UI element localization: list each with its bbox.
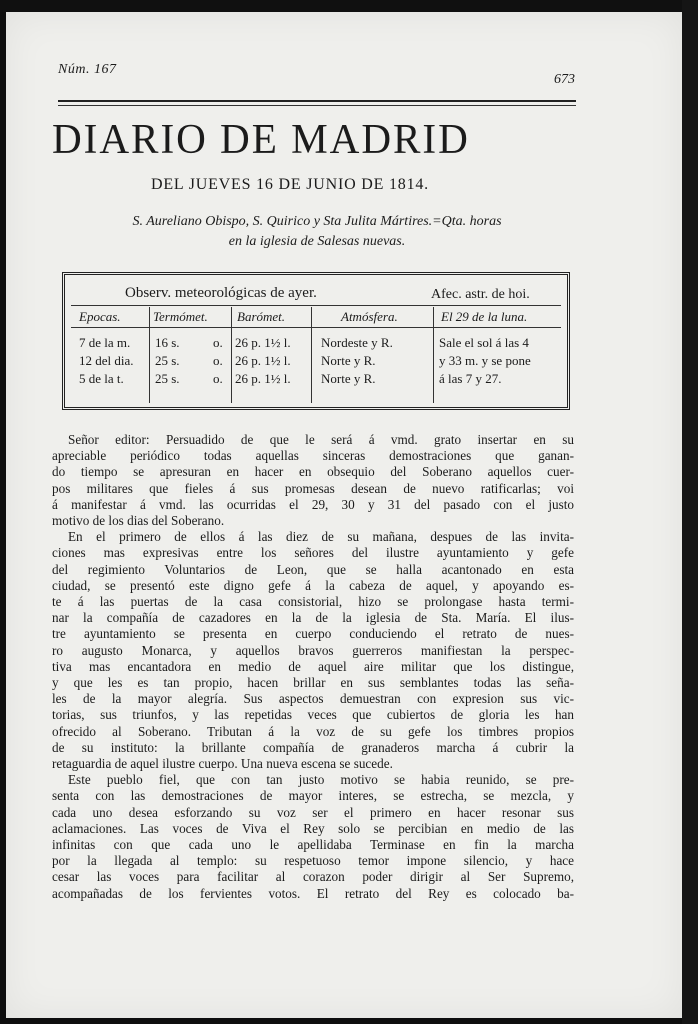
newspaper-page: [6, 12, 682, 1018]
article-line: del regimiento Voluntarios de Leon, que se halla acantonado en esta: [52, 561, 574, 577]
article-line: nar la compañía de cazadores en la de la iglesia de Sta. María. El ilus-: [52, 610, 574, 626]
row-term-o: o.: [213, 335, 223, 350]
col-header-atmosfera: Atmósfera.: [341, 309, 398, 324]
saints-line-1: S. Aureliano Obispo, S. Quirico y Sta Julita Mártires.=Qta. horas: [132, 214, 502, 229]
page-number: 673: [554, 72, 575, 87]
article-line: Señor editor: Persuadido de que le será á vmd. grato insertar en su: [68, 432, 574, 447]
article-line: ofrecido al Soberano. Tributan á la voz de su gefe los timbres propios: [52, 723, 574, 739]
article-line: retaguardia de aquel ilustre cuerpo. Una nueva escena se sucede.: [52, 756, 393, 772]
astro-line: y 33 m. y se pone: [439, 353, 531, 368]
row-epoca: 7 de la m.: [79, 335, 131, 350]
row-atm: Nordeste y R.: [321, 335, 393, 350]
col-header-barometro: Barómet.: [237, 309, 286, 324]
article-line: tiva mas encantadora en medio de aquel aire militar que los distingue,: [52, 658, 574, 674]
saints-of-day: [82, 212, 552, 252]
article-line: acompañadas de los fervientes votos. El retrato del Rey es colocado ba-: [52, 885, 574, 901]
scan-right-edge: [682, 0, 698, 1024]
article-line: apreciable periódico todas aquellas sinceras demostraciones que ganan-: [52, 448, 574, 464]
weather-title: Observ. meteorológicas de ayer.: [125, 285, 317, 301]
row-term: 25 s.: [155, 353, 180, 368]
article-line: torias, sus triunfos, y las repetidas veces que cubiertos de gloria les han: [52, 707, 574, 723]
col-divider: [433, 307, 434, 403]
masthead-title: DIARIO DE MADRID: [52, 117, 470, 163]
scan-top-edge: [0, 0, 698, 12]
row-epoca: 5 de la t.: [79, 371, 124, 386]
article-line: aclamaciones. Las voces de Viva el Rey solo se percibian en medio de las: [52, 820, 574, 836]
article-line: Este pueblo fiel, que con tan justo motivo se habia reunido, se pre-: [68, 772, 574, 788]
astro-line: Sale el sol á las 4: [439, 335, 529, 350]
row-baro: 26 p. 1½ l.: [235, 353, 291, 368]
table-divider-2: [71, 327, 561, 328]
astro-line: á las 7 y 27.: [439, 371, 502, 386]
col-header-epocas: Epocas.: [79, 309, 121, 324]
weather-table: [62, 272, 570, 410]
article-line: de su instituto: la brillante compañía de granaderos marcha á cubrir la: [52, 739, 574, 755]
table-divider: [71, 305, 561, 306]
article-line: motivo de los dias del Soberano.: [52, 513, 225, 529]
row-term: 25 s.: [155, 371, 180, 386]
row-term-o: o.: [213, 353, 223, 368]
article-line: senta con las demostraciones de mayor interes, se estrecha, se mezcla, y: [52, 788, 574, 804]
col-divider: [231, 307, 232, 403]
article-line: do tiempo se apresuran en hacer en obsequio del Soberano aquellos cuer-: [52, 464, 574, 480]
row-term: 16 s.: [155, 335, 180, 350]
col-header-termometro: Termómet.: [153, 309, 208, 324]
article-line: tre ayuntamiento se presenta en cuerpo conduciendo el retrato de nues-: [52, 626, 574, 642]
row-atm: Norte y R.: [321, 353, 376, 368]
row-epoca: 12 del dia.: [79, 353, 134, 368]
article-line: y que les es tan propio, hacen brillar en sus semblantes todas las seña-: [52, 675, 574, 691]
issue-number: Núm. 167: [58, 62, 117, 77]
astro-title: Afec. astr. de hoi.: [431, 287, 530, 302]
article-line: á manifestar á vmd. las ocurridas el 29, 30 y 31 del pasado con el justo: [52, 496, 574, 512]
article-line: ro augusto Monarca, y aquellos bravos guerreros manifiestan la perspec-: [52, 642, 574, 658]
row-baro: 26 p. 1½ l.: [235, 335, 291, 350]
article-body: [52, 432, 574, 902]
article-line: pos militares que fieles á sus promesas desean de nuevo ratificarlas; voi: [52, 480, 574, 496]
row-baro: 26 p. 1½ l.: [235, 371, 291, 386]
article-line: por la llegada al templo: su respetuoso temor impone silencio, y hace: [52, 853, 574, 869]
col-divider: [149, 307, 150, 403]
article-line: ciudad, se presentó este digno gefe á la cabeza de aquel, y apoyando es-: [52, 577, 574, 593]
article-line: te á las puertas de la casa consistorial, hizo se prolongase hasta termi-: [52, 594, 574, 610]
article-line: ciones mas expresivas entre los señores del ilustre ayuntamiento y gefe: [52, 545, 574, 561]
header-rule: [58, 100, 576, 102]
article-line: infinitas con que cada uno le apellidaba Terminase en fin la marcha: [52, 837, 574, 853]
saints-line-2: en la iglesia de Salesas nuevas.: [228, 234, 406, 249]
article-line: cada uno desea esforzando su voz ser el primero en hacer resonar sus: [52, 804, 574, 820]
issue-date: DEL JUEVES 16 DE JUNIO DE 1814.: [151, 176, 429, 193]
article-line: cesar las voces para facilitar al corazon poder dirigir al Ser Supremo,: [52, 869, 574, 885]
header-rule-thin: [58, 105, 576, 106]
row-term-o: o.: [213, 371, 223, 386]
col-divider: [311, 307, 312, 403]
col-header-luna: El 29 de la luna.: [441, 309, 528, 324]
row-atm: Norte y R.: [321, 371, 376, 386]
article-line: En el primero de ellos á las diez de su mañana, despues de las invita-: [68, 529, 574, 545]
article-line: les de la mayor alegría. Sus aspectos demuestran con expresion sus vic-: [52, 691, 574, 707]
